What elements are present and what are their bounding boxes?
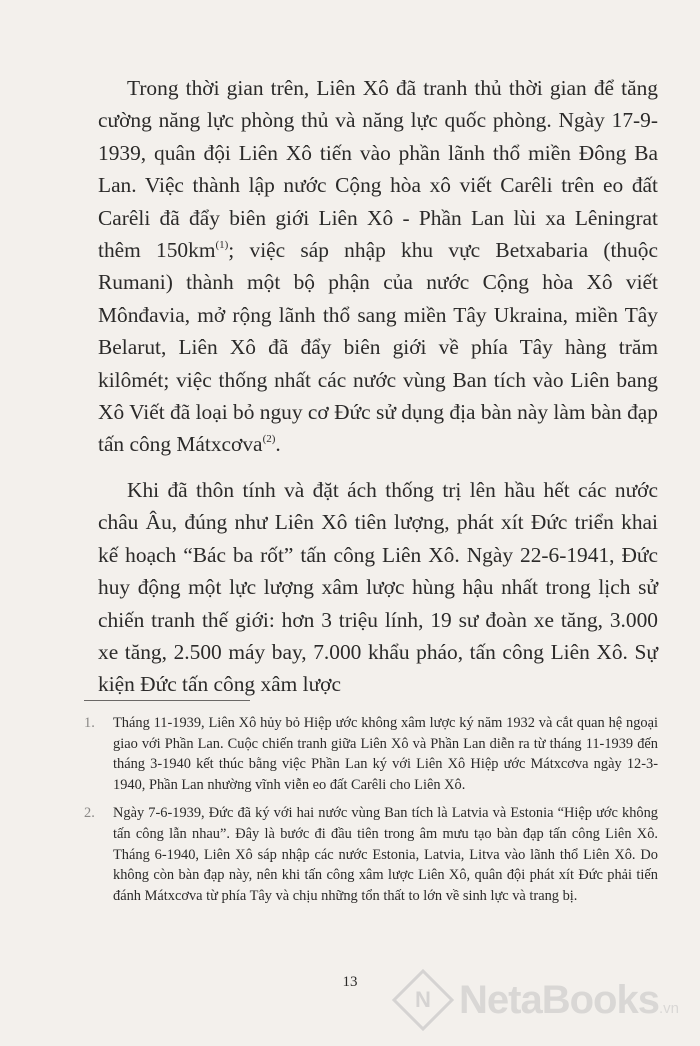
watermark-text bbox=[459, 978, 679, 1023]
paragraph-2: Khi đã thôn tính và đặt ách thống trị lên hầu hết các nước châu Âu, đúng như Liên Xô tiên lượng, phát xít Đức triển khai kế hoạch “Bác ba rốt” tấn công Liên Xô. Ngày 22-6-1941, Đức huy động một lực lượng xâm lược hùng hậu nhất trong lịch sử chiến tranh thế giới: hơn 3 triệu lính, 19 sư đoàn xe tăng, 3.000 xe tăng, 2.500 máy bay, 7.000 khẩu pháo, tấn công Liên Xô. Sự kiện Đức tấn công xâm lược bbox=[98, 477, 658, 697]
watermark bbox=[395, 968, 695, 1032]
paragraph-1-text-b: ; việc sáp nhập khu vực Betxabaria (thuộc Rumani) thành một bộ phận của nước Cộng hòa Xô viết Mônđavia, mở rộng lãnh thổ sang miền Tây Ukraina, miền Tây Belarut, Liên Xô đã đẩy biên giới về phía Tây hàng trăm kilômét; việc thống nhất các nước vùng Ban tích vào Liên bang Xô Viết đã loại bỏ nguy cơ Đức sử dụng địa bàn này làm bàn đạp tấn công Mátxcơva bbox=[98, 238, 658, 457]
footnote-2 bbox=[84, 803, 658, 906]
footnote-ref-2[interactable]: (2) bbox=[262, 433, 276, 446]
body-text bbox=[98, 72, 658, 701]
footnote-number: 1. bbox=[84, 715, 95, 731]
footnotes bbox=[84, 713, 658, 914]
footnote-divider bbox=[84, 700, 250, 701]
paragraph-1-text-c: . bbox=[275, 432, 281, 457]
paragraph-1-text-a: Trong thời gian trên, Liên Xô đã tranh thủ thời gian để tăng cường năng lực phòng thủ và năng lực quốc phòng. Ngày 17-9-1939, quân đội Liên Xô tiến vào phần lãnh thổ miền Đông Ba Lan. Việc thành lập nước Cộng hòa xô viết Carêli trên eo đất Carêli đã đẩy biên giới Liên Xô - Phần Lan lùi xa Lêningrat thêm 150km bbox=[98, 76, 658, 263]
footnote-text: Ngày 7-6-1939, Đức đã ký với hai nước vùng Ban tích là Latvia và Estonia “Hiệp ước không tấn công lẫn nhau”. Đây là bước đi đầu tiên trong âm mưu tạo bàn đạp tấn công Liên Xô. Tháng 6-1940, Liên Xô sáp nhập các nước Estonia, Latvia, Litva vào lãnh thổ Liên Xô. Do không còn bàn đạp này, nên khi tấn công xâm lược Liên Xô, quân đội phát xít Đức phải tiến đánh Mátxcơva từ phía Tây và chịu những tổn thất to lớn về sinh lực và trang bị. bbox=[113, 805, 658, 904]
watermark-suffix: .vn bbox=[658, 999, 679, 1017]
paragraph-1 bbox=[98, 72, 658, 461]
logo-letter: N bbox=[415, 986, 431, 1012]
footnote-ref-1[interactable]: (1) bbox=[215, 239, 229, 252]
footnote-number: 2. bbox=[84, 805, 95, 822]
footnote-1 bbox=[84, 713, 658, 795]
watermark-brand: NetaBooks bbox=[459, 977, 659, 1022]
netabooks-logo-icon bbox=[392, 969, 454, 1031]
page-number: 13 bbox=[342, 974, 358, 990]
footnote-text: Tháng 11-1939, Liên Xô hủy bỏ Hiệp ước không xâm lược ký năm 1932 và cắt quan hệ ngoại giao với Phần Lan. Cuộc chiến tranh giữa Liên Xô và Phần Lan diễn ra từ tháng 11-1939 đến tháng 3-1940 kết thúc bằng việc Phần Lan ký với Liên Xô Hiệp ước Mátxcơva ngày 12-3-1940, Phần Lan nhường vĩnh viễn eo đất Carêli cho Liên Xô. bbox=[113, 715, 658, 793]
